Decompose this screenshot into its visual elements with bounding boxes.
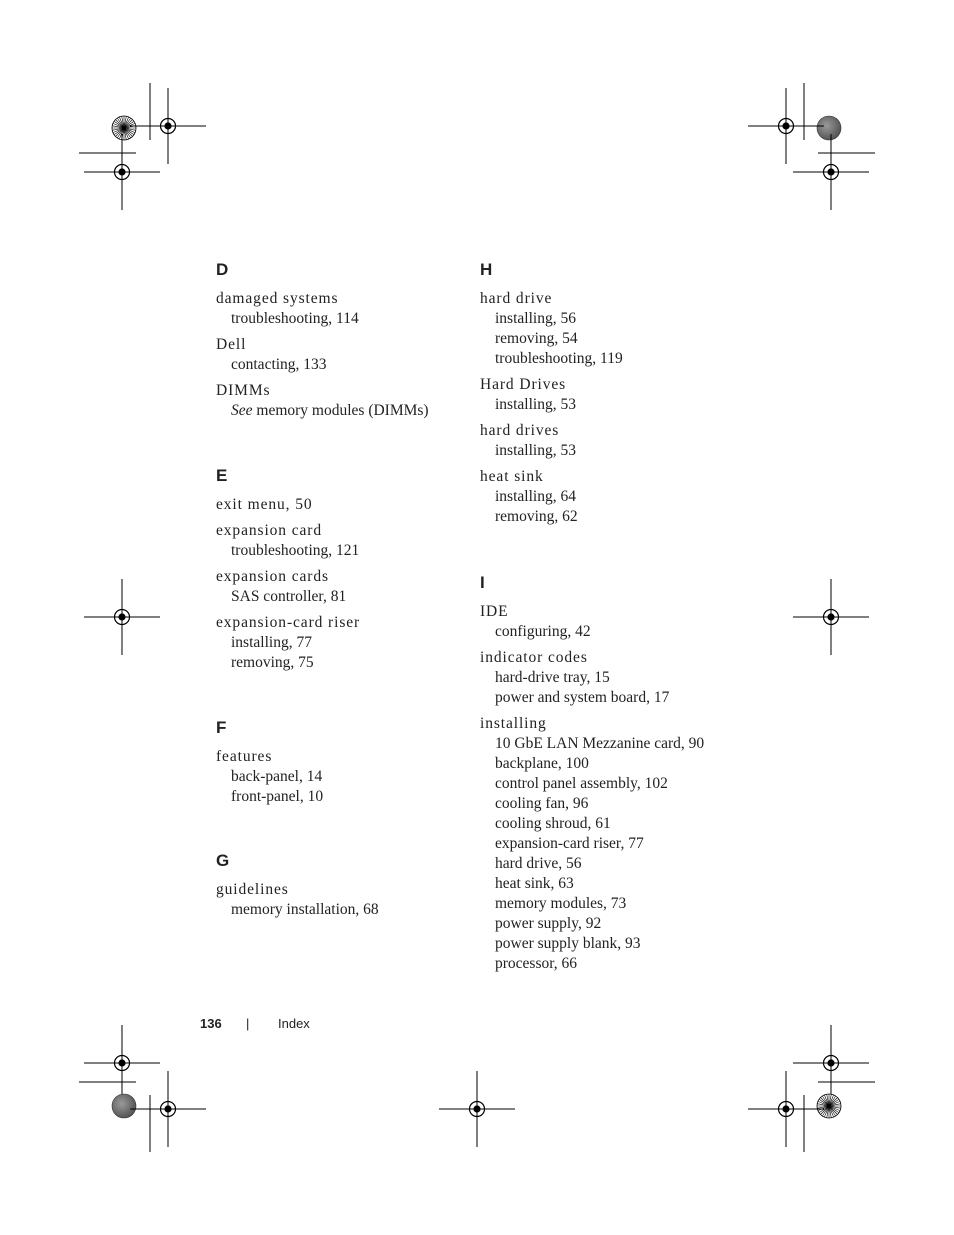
index-subentry: memory installation, 68: [231, 901, 379, 918]
index-term: indicator codes: [480, 649, 588, 666]
index-entry: [216, 335, 456, 375]
index-subentry: troubleshooting, 119: [495, 350, 623, 367]
index-subentry: installing, 77: [231, 634, 312, 651]
index-subentry: power supply, 92: [495, 915, 602, 932]
index-subentry: installing, 53: [495, 396, 576, 413]
index-subentry: contacting, 133: [231, 356, 327, 373]
index-subentry: installing, 64: [495, 488, 576, 505]
index-subentry: removing, 75: [231, 654, 314, 671]
index-term: Dell: [216, 336, 247, 353]
index-term: heat sink: [480, 468, 544, 485]
index-term: IDE: [480, 603, 509, 620]
index-section-g: [216, 851, 456, 926]
index-subentry: cooling fan, 96: [495, 795, 589, 812]
index-subentry: troubleshooting, 121: [231, 542, 360, 559]
index-subentry: memory modules, 73: [495, 895, 627, 912]
index-entry: [216, 381, 456, 421]
page-number: 136: [200, 1016, 222, 1031]
index-subentry-see: [216, 401, 456, 421]
index-term: installing: [480, 715, 547, 732]
index-term: guidelines: [216, 881, 289, 898]
section-letter: H: [480, 260, 493, 279]
index-entry: [216, 747, 456, 807]
index-entry: [480, 375, 740, 415]
section-letter: F: [216, 718, 227, 737]
footer-separator: |: [246, 1016, 250, 1031]
index-term: damaged systems: [216, 290, 339, 307]
index-term: expansion-card riser: [216, 614, 361, 631]
index-entry: [216, 289, 456, 329]
index-entry: [480, 602, 740, 642]
index-subentry: heat sink, 63: [495, 875, 574, 892]
index-subentry: control panel assembly, 102: [495, 775, 668, 792]
index-term: DIMMs: [216, 382, 271, 399]
index-subentry: hard-drive tray, 15: [495, 669, 610, 686]
index-entry: [216, 880, 456, 920]
index-subentry: back-panel, 14: [231, 768, 323, 785]
index-term: hard drives: [480, 422, 560, 439]
section-letter: G: [216, 851, 230, 870]
index-subentry: hard drive, 56: [495, 855, 582, 872]
index-term: expansion cards: [216, 568, 329, 585]
index-subentry: troubleshooting, 114: [231, 310, 359, 327]
index-term: Hard Drives: [480, 376, 567, 393]
index-section-e: [216, 466, 456, 679]
index-subentry: expansion-card riser, 77: [495, 835, 644, 852]
section-letter: E: [216, 466, 228, 485]
index-entry: [480, 648, 740, 708]
index-section-i: [480, 573, 740, 980]
see-reference-label: See: [231, 402, 253, 419]
index-entry: [480, 289, 740, 369]
index-section-f: [216, 718, 456, 813]
index-entry: [480, 421, 740, 461]
index-subentry: power supply blank, 93: [495, 935, 641, 952]
footer-section-title: Index: [278, 1016, 310, 1031]
index-entry: [216, 613, 456, 673]
index-subentry: configuring, 42: [495, 623, 591, 640]
index-subentry: front-panel, 10: [231, 788, 324, 805]
index-entry: [216, 521, 456, 561]
section-letter: I: [480, 573, 485, 592]
index-subentry: processor, 66: [495, 955, 578, 972]
see-reference-target: memory modules (DIMMs): [256, 402, 429, 419]
index-term: hard drive: [480, 290, 553, 307]
index-subentry: power and system board, 17: [495, 689, 670, 706]
index-term: exit menu, 50: [216, 496, 313, 513]
index-section-h: [480, 260, 740, 533]
index-section-d: [216, 260, 456, 427]
index-entry: [480, 714, 740, 974]
index-subentry: backplane, 100: [495, 755, 589, 772]
index-subentry: SAS controller, 81: [231, 588, 347, 605]
index-subentry: removing, 62: [495, 508, 578, 525]
index-subentry: 10 GbE LAN Mezzanine card, 90: [495, 735, 705, 752]
index-subentry: cooling shroud, 61: [495, 815, 611, 832]
index-entry: [216, 495, 456, 515]
index-term: expansion card: [216, 522, 322, 539]
index-entry: [216, 567, 456, 607]
index-subentry: removing, 54: [495, 330, 578, 347]
index-subentry: installing, 53: [495, 442, 576, 459]
section-letter: D: [216, 260, 229, 279]
index-subentry: installing, 56: [495, 310, 576, 327]
index-term: features: [216, 748, 273, 765]
index-entry: [480, 467, 740, 527]
